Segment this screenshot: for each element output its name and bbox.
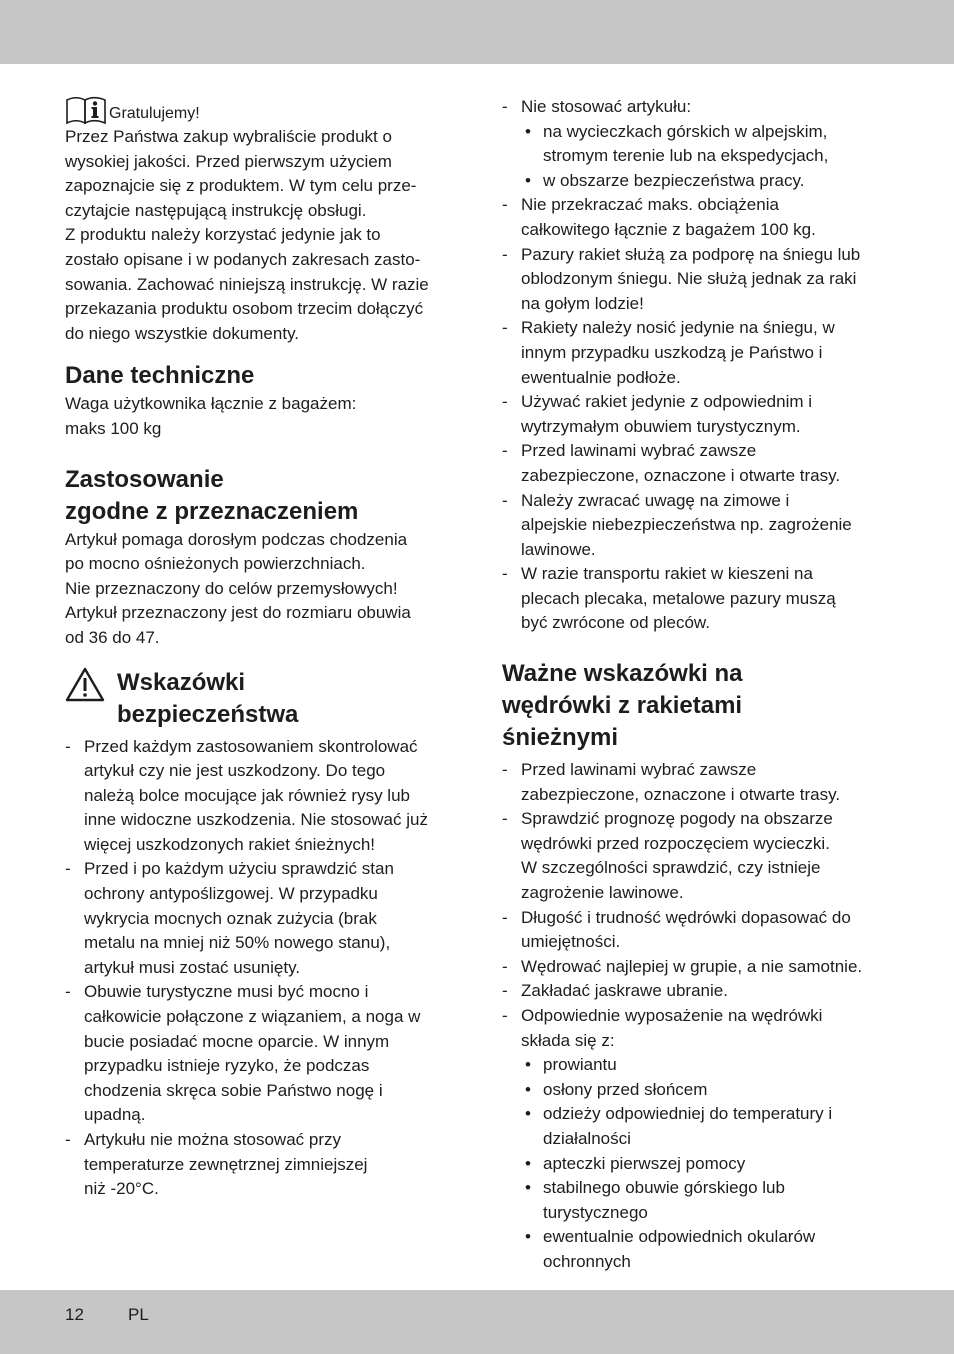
list-item-line: W razie transportu rakiet w kieszeni na — [521, 564, 813, 584]
equipment-item-line: osłony przed słońcem — [543, 1079, 708, 1099]
list-item-line: umiejętności. — [521, 932, 621, 952]
list-item — [65, 1128, 455, 1202]
tech-text — [65, 392, 455, 441]
usage-heading-line: Zastosowanie — [65, 465, 224, 493]
list-item — [502, 95, 894, 193]
list-item-line: oblodzonym śniegu. Nie służą jednak za raki — [521, 269, 857, 289]
intro-line: sowania. Zachować niniejszą instrukcję. W razie — [65, 274, 429, 294]
safety-heading-line: bezpieczeństwa — [117, 700, 299, 728]
list-item-line: niż -20°C. — [84, 1179, 159, 1199]
intro-line: Z produktu należy korzystać jedynie jak to — [65, 225, 381, 245]
list-item-line: Nie przekraczać maks. obciążenia — [521, 195, 779, 215]
list-item-line: innym przypadku uszkodzą je Państwo i — [521, 342, 823, 362]
list-item-line: Przed i po każdym użyciu sprawdzić stan — [84, 859, 394, 879]
list-item-line: upadną. — [84, 1105, 146, 1125]
sub-list-item-line: w obszarze bezpieczeństwa pracy. — [543, 170, 805, 190]
list-item-line: Przed lawinami wybrać zawsze — [521, 441, 757, 461]
intro-line: do niego wszystkie dokumenty. — [65, 323, 300, 343]
list-item — [502, 193, 894, 242]
equipment-item-line: odzieży odpowiedniej do temperatury i — [543, 1104, 833, 1124]
tips-list — [502, 758, 894, 1274]
equipment-item-line: apteczki pierwszej pomocy — [543, 1153, 746, 1173]
list-item-line: wędrówki przed rozpoczęciem wycieczki. — [521, 833, 830, 853]
usage-line: po mocno ośnieżonych powierzchniach. — [65, 554, 366, 574]
intro-line: przekazania produktu osobom trzecim dołączyć — [65, 299, 424, 319]
tips-heading — [502, 658, 894, 754]
list-item-line: na gołym lodzie! — [521, 293, 644, 313]
list-item-line: należą bolce mocujące jak również rysy lub — [84, 785, 410, 805]
intro-heading-row — [65, 95, 455, 125]
list-item-line: Wędrować najlepiej w grupie, a nie samotnie. — [521, 956, 863, 976]
list-item-line: wytrzymałym obuwiem turystycznym. — [521, 416, 801, 436]
equipment-item — [521, 1053, 894, 1078]
intro-line: zapoznajcie się z produktem. W tym celu prze- — [65, 176, 417, 196]
list-item — [502, 807, 894, 905]
list-item-line: alpejskie niebezpieczeństwa np. zagrożenie — [521, 515, 852, 535]
list-item-line: być zwrócone od pleców. — [521, 613, 710, 633]
list-item-line: zagrożenie lawinowe. — [521, 883, 684, 903]
list-item-line: całkowicie połączone z wiązaniem, a noga w — [84, 1007, 421, 1027]
list-item-line: Pazury rakiet służą za podporę na śniegu lub — [521, 244, 861, 264]
sub-list-item-line: stromym terenie lub na ekspedycjach, — [543, 146, 829, 166]
sub-list-item — [521, 169, 894, 194]
list-item-line: bucie posiadać mocne oparcie. W innym — [84, 1031, 390, 1051]
list-item-line: Należy zwracać uwagę na zimowe i — [521, 490, 790, 510]
list-item — [502, 316, 894, 390]
list-item — [502, 1004, 894, 1275]
list-item-line: przypadku istnieje ryzyko, że podczas — [84, 1056, 370, 1076]
equipment-item-line: stabilnego obuwie górskiego lub — [543, 1178, 785, 1198]
left-column — [65, 95, 455, 1202]
right-column — [502, 95, 894, 1275]
tech-line: Waga użytkownika łącznie z bagażem: — [65, 394, 357, 414]
equipment-item-line: turystycznego — [543, 1202, 648, 1222]
equipment-item — [521, 1225, 894, 1274]
list-item-line: W szczególności sprawdzić, czy istnieje — [521, 858, 821, 878]
list-item — [65, 980, 455, 1128]
equipment-item — [521, 1078, 894, 1103]
list-item-line: Obuwie turystyczne musi być mocno i — [84, 982, 369, 1002]
equipment-item — [521, 1176, 894, 1225]
list-item-line: Artykułu nie można stosować przy — [84, 1130, 341, 1149]
list-item-line: Zakładać jaskrawe ubranie. — [521, 981, 728, 1001]
list-item-line: Sprawdzić prognozę pogody na obszarze — [521, 809, 833, 829]
list-item-line: temperaturze zewnętrznej zimniejszej — [84, 1154, 368, 1174]
list-item-line: ochrony antypoślizgowej. W przypadku — [84, 884, 378, 904]
list-item — [502, 243, 894, 317]
equipment-item — [521, 1102, 894, 1151]
list-item-line: plecach plecaka, metalowe pazury muszą — [521, 588, 836, 608]
list-item — [502, 562, 894, 636]
list-item-line: Nie stosować artykułu: — [521, 97, 692, 116]
list-item-line: zabezpieczone, oznaczone i otwarte trasy. — [521, 784, 841, 804]
intro-line: Przez Państwa zakup wybraliście produkt o — [65, 127, 392, 146]
safety-heading-row — [65, 667, 455, 731]
equipment-item-line: ochronnych — [543, 1251, 631, 1271]
list-item-line: Odpowiednie wyposażenie na wędrówki — [521, 1006, 823, 1025]
list-item — [502, 955, 894, 980]
list-item-line: Używać rakiet jedynie z odpowiednim i — [521, 392, 813, 412]
tips-heading-line: wędrówki z rakietami — [502, 692, 743, 720]
intro-heading: Gratulujemy! — [109, 105, 200, 122]
equipment-item-line: ewentualnie odpowiednich okularów — [543, 1227, 816, 1247]
safety-list — [65, 735, 455, 1202]
list-item — [502, 906, 894, 955]
equipment-item-line: działalności — [543, 1128, 631, 1148]
intro-line: zostało opisane i w podanych zakresach zasto- — [65, 249, 421, 269]
list-item — [502, 390, 894, 439]
list-item-line: całkowitego łącznie z bagażem 100 kg. — [521, 219, 816, 239]
sub-list-item-line: na wycieczkach górskich w alpejskim, — [543, 121, 828, 141]
list-item-line: inne widoczne uszkodzenia. Nie stosować już — [84, 810, 428, 830]
list-item-line: składa się z: — [521, 1030, 615, 1050]
read-manual-icon — [65, 95, 107, 125]
language-code: PL — [128, 1305, 149, 1324]
list-item-line: ewentualnie podłoże. — [521, 367, 681, 387]
list-item — [502, 758, 894, 807]
list-item-line: Przed każdym zastosowaniem skontrolować — [84, 736, 418, 756]
warning-triangle-icon — [65, 667, 105, 703]
equipment-list — [521, 1053, 894, 1274]
list-item-line: artykuł czy nie jest uszkodzony. Do tego — [84, 761, 386, 781]
sub-list — [521, 120, 894, 194]
usage-heading-line: zgodne z przeznaczeniem — [65, 497, 359, 525]
usage-text — [65, 528, 455, 651]
list-item — [502, 979, 894, 1004]
tips-heading-line: śnieżnymi — [502, 724, 619, 752]
header-band — [0, 0, 954, 64]
equipment-item — [521, 1152, 894, 1177]
list-item-line: artykuł musi zostać usunięty. — [84, 957, 301, 977]
usage-line: od 36 do 47. — [65, 627, 160, 647]
list-item-line: chodzenia skręca sobie Państwo nogę i — [84, 1080, 383, 1100]
tips-heading-line: Ważne wskazówki na — [502, 660, 743, 688]
list-item-line: więcej uszkodzonych rakiet śnieżnych! — [84, 834, 376, 854]
tech-heading: Dane techniczne — [65, 362, 255, 390]
list-item — [502, 489, 894, 563]
list-item — [502, 439, 894, 488]
list-item-line: Długość i trudność wędrówki dopasować do — [521, 907, 851, 927]
intro-line: czytajcie następującą instrukcję obsługi. — [65, 200, 367, 220]
usage-line: Artykuł przeznaczony jest do rozmiaru obuwia — [65, 603, 411, 623]
list-item-line: Rakiety należy nosić jedynie na śniegu, w — [521, 318, 835, 338]
intro-line: wysokiej jakości. Przed pierwszym użyciem — [65, 151, 392, 171]
list-item — [65, 735, 455, 858]
list-item-line: metalu na mniej niż 50% nowego stanu), — [84, 933, 391, 953]
safety-list-continued — [502, 95, 894, 636]
list-item-line: Przed lawinami wybrać zawsze — [521, 760, 757, 780]
list-item — [65, 857, 455, 980]
list-item-line: wykrycia mocnych oznak zużycia (brak — [84, 908, 377, 928]
sub-list-item — [521, 120, 894, 169]
safety-heading-line: Wskazówki — [117, 668, 246, 696]
usage-line: Nie przeznaczony do celów przemysłowych! — [65, 578, 398, 598]
equipment-item-line: prowiantu — [543, 1055, 617, 1075]
list-item-line: lawinowe. — [521, 539, 596, 559]
list-item-line: zabezpieczone, oznaczone i otwarte trasy. — [521, 465, 841, 485]
usage-line: Artykuł pomaga dorosłym podczas chodzenia — [65, 529, 408, 549]
tech-line: maks 100 kg — [65, 418, 162, 438]
safety-heading — [117, 667, 298, 731]
usage-heading — [65, 464, 455, 528]
page-number: 12 — [65, 1305, 84, 1324]
intro-text — [65, 125, 455, 346]
